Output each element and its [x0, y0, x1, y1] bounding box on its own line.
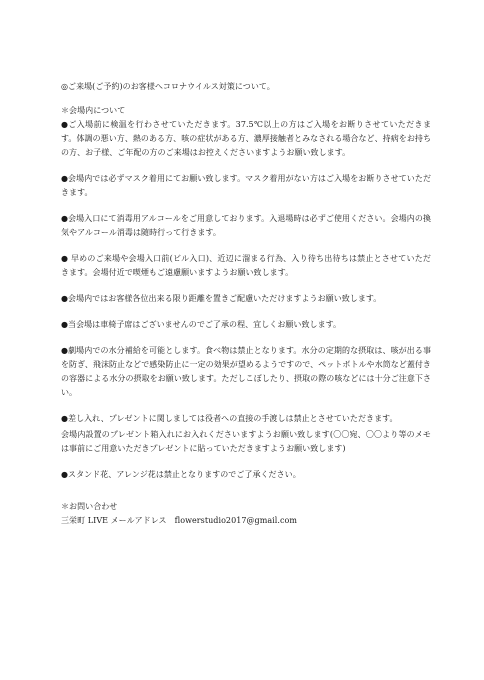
contact-heading: ＊お問い合わせ	[61, 502, 118, 511]
paragraph-wheelchair: ●当会場は車椅子席はございませんのでご了承の程、宜しくお願い致します。	[61, 320, 342, 329]
paragraph-hydration: ●劇場内での水分補給を可能とします。食べ物は禁止となります。水分の定期的な摂取は、咳が出る事を防ぎ、飛沫防止などで感染防止に一定の効果が望めるようですので、ペットボトルや水筒など蓋付きの容器による水分の摂取をお願い致します。ただしこぼしたり、摂取の際の咳などには十分ご注意下さい。	[61, 346, 431, 397]
paragraph-temperature-check: ●ご入場前に検温を行わさせていただきます。37.5℃以上の方はご入場をお断りさせていただきます。体調の悪い方、熱のある方、咳の症状がある方、濃厚接触者とみなされる場合など、持病をお持ちの方、お子様、ご年配の方のご来場はお控えくださいますようお願い致します。	[61, 120, 431, 157]
contact-email-line: 三栄町 LIVE メールアドレス flowerstudio2017@gmail.com	[61, 516, 298, 525]
notice-document	[61, 80, 431, 528]
paragraph-distancing: ●会場内ではお客様各位出来る限り距離を置きご配慮いただけますようお願い致します。	[61, 294, 382, 303]
paragraph-gifts: ●差し入れ、プレゼントに関しましては役者への直接の手渡しは禁止とさせていただきます。	[61, 414, 398, 423]
paragraph-flowers: ●スタンド花、アレンジ花は禁止となりますのでご了承ください。	[61, 470, 301, 479]
paragraph-disinfection: ●会場入口にて消毒用アルコールをご用意しております。入退場時は必ずご使用ください。会場内の換気やアルコール消毒は随時行って行きます。	[61, 214, 431, 237]
section-heading-venue: ＊会場内について	[61, 106, 126, 115]
document-title: ◎ご来場(ご予約)のお客様へコロナウイルス対策について。	[61, 82, 275, 91]
paragraph-mask: ●会場内では必ずマスク着用にてお願い致します。マスク着用がない方はご入場をお断りさせていただきます。	[61, 174, 431, 197]
paragraph-early-arrival: ● 早めのご来場や会場入口前(ビル入口)、近辺に溜まる行為、入り待ち出待ちは禁止とさせていただきます。会場付近で喫煙もご遠慮願いますようお願い致します。	[61, 254, 431, 277]
paragraph-gift-box: 会場内設置のプレゼント箱入れにお入れくださいますようお願い致します(〇〇宛、〇〇より等のメモは事前にご用意いただきプレゼントに貼っていただきますようお願い致します)	[61, 430, 431, 453]
